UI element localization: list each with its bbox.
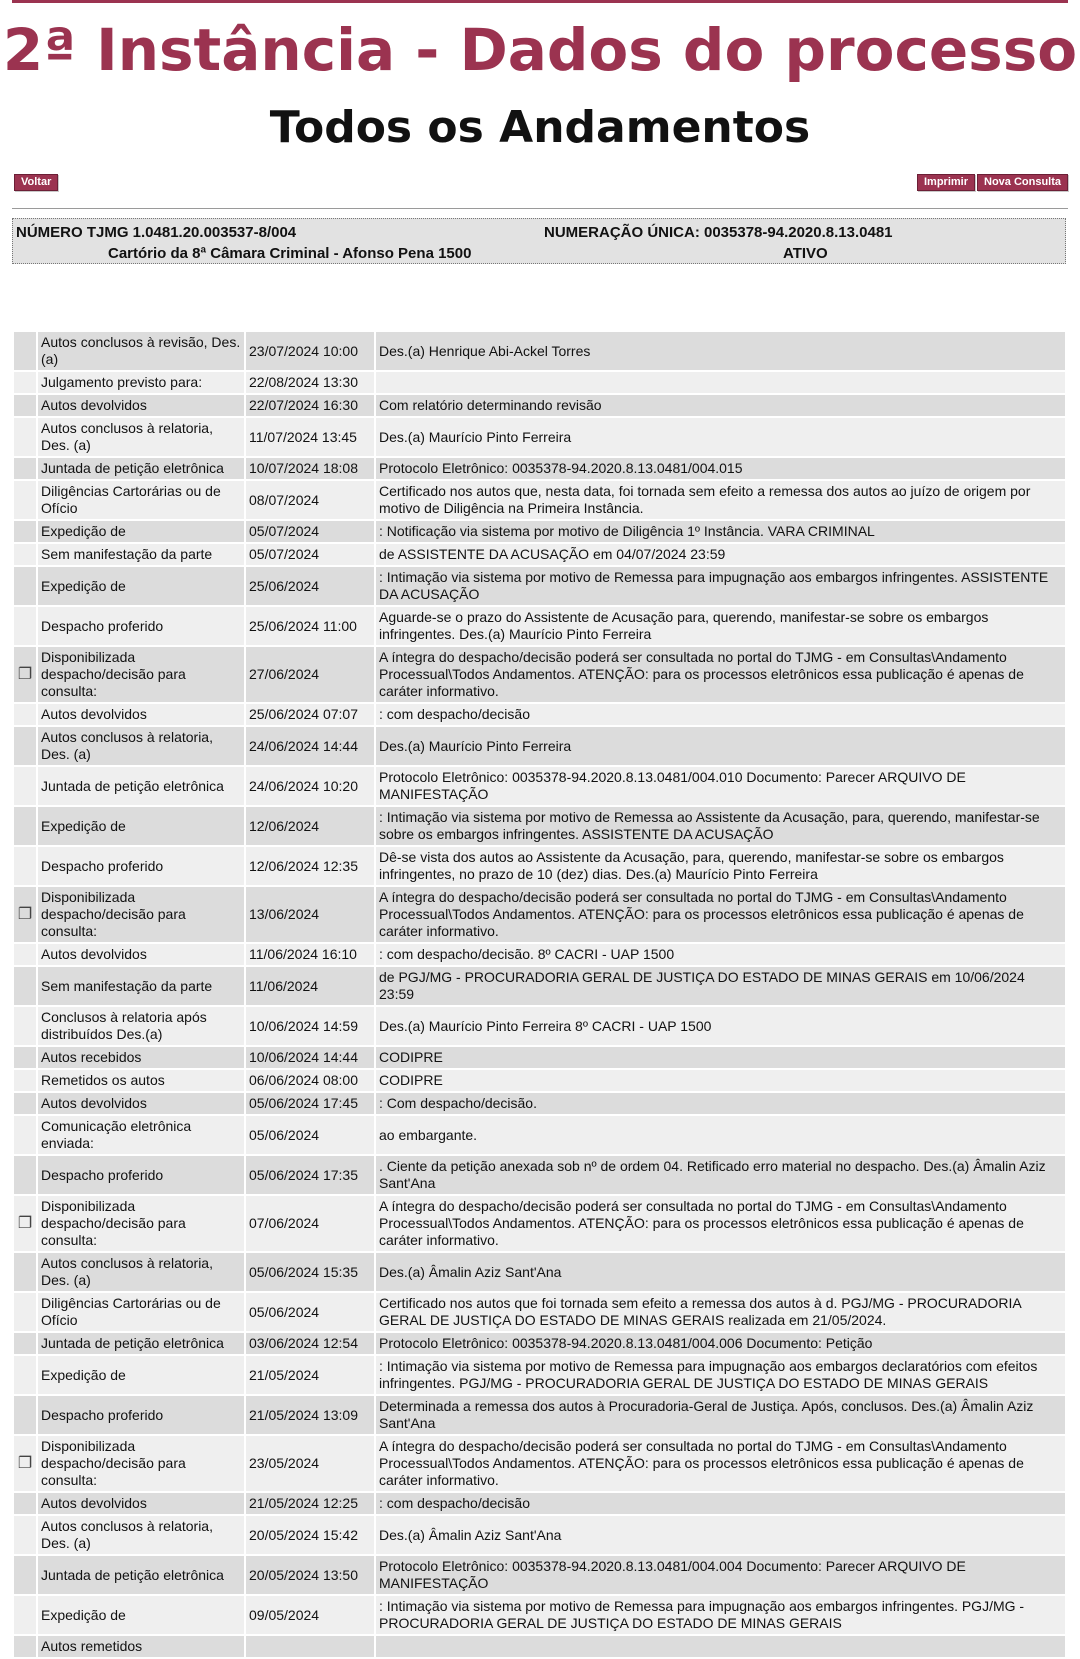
table-row (14, 1093, 1065, 1114)
movement-detail: Aguarde-se o prazo do Assistente de Acusação para, querendo, manifestar-se sobre os embargos infringentes. Des.(a) Maurício Pinto Ferreira (376, 607, 1065, 645)
document-copy-icon[interactable]: ❐ (17, 906, 33, 923)
movement-description: Sem manifestação da parte (38, 967, 244, 1005)
movement-detail: de ASSISTENTE DA ACUSAÇÃO em 04/07/2024 23:59 (376, 544, 1065, 565)
movement-date: 10/06/2024 14:44 (246, 1047, 374, 1068)
table-row (14, 1333, 1065, 1354)
movement-date: 07/06/2024 (246, 1196, 374, 1251)
movement-description: Despacho proferido (38, 607, 244, 645)
movement-detail: : Intimação via sistema por motivo de Remessa para impugnação aos embargos infringentes. PGJ/MG - PROCURADORIA GERAL DE JUSTIÇA DO ESTADO DE MINAS GERAIS (376, 1596, 1065, 1634)
movement-description: Juntada de petição eletrônica (38, 1556, 244, 1594)
row-icon-cell (14, 521, 36, 542)
movement-date: 21/05/2024 13:09 (246, 1396, 374, 1434)
movement-date: 06/06/2024 08:00 (246, 1070, 374, 1091)
row-icon-cell (14, 1253, 36, 1291)
row-icon-cell (14, 944, 36, 965)
row-icon-cell (14, 1356, 36, 1394)
table-row (14, 887, 1065, 942)
movement-description: Autos recebidos (38, 1047, 244, 1068)
movement-detail: : Notificação via sistema por motivo de Diligência 1º Instância. VARA CRIMINAL (376, 521, 1065, 542)
table-row (14, 1116, 1065, 1154)
row-icon-cell (14, 1436, 36, 1491)
movement-detail: Des.(a) Âmalin Aziz Sant'Ana (376, 1253, 1065, 1291)
movement-detail: : com despacho/decisão. 8º CACRI - UAP 1500 (376, 944, 1065, 965)
movement-date: 05/06/2024 15:35 (246, 1253, 374, 1291)
movement-date: 11/06/2024 (246, 967, 374, 1005)
movement-detail: Des.(a) Henrique Abi-Ackel Torres (376, 332, 1065, 370)
table-row (14, 1156, 1065, 1194)
movement-description: Juntada de petição eletrônica (38, 458, 244, 479)
movement-date: 09/05/2024 (246, 1596, 374, 1634)
row-icon-cell (14, 1093, 36, 1114)
table-row (14, 481, 1065, 519)
movement-detail: Protocolo Eletrônico: 0035378-94.2020.8.13.0481/004.015 (376, 458, 1065, 479)
movement-date: 08/07/2024 (246, 481, 374, 519)
row-icon-cell (14, 1596, 36, 1634)
movement-description: Autos devolvidos (38, 704, 244, 725)
movement-description: Autos remetidos (38, 1636, 244, 1657)
movement-detail: : Intimação via sistema por motivo de Remessa para impugnação aos embargos infringentes. ASSISTENTE DA ACUSAÇÃO (376, 567, 1065, 605)
movement-detail: Des.(a) Maurício Pinto Ferreira (376, 727, 1065, 765)
movement-description: Disponibilizada despacho/decisão para consulta: (38, 1436, 244, 1491)
movement-description: Expedição de (38, 567, 244, 605)
movement-date: 10/07/2024 18:08 (246, 458, 374, 479)
movement-description: Autos devolvidos (38, 395, 244, 416)
row-icon-cell (14, 1516, 36, 1554)
table-row (14, 647, 1065, 702)
process-info-box (12, 218, 1066, 264)
movement-detail: Des.(a) Maurício Pinto Ferreira 8º CACRI - UAP 1500 (376, 1007, 1065, 1045)
row-icon-cell (14, 1333, 36, 1354)
table-row (14, 967, 1065, 1005)
header-divider (12, 208, 1068, 209)
movement-detail (376, 1636, 1065, 1657)
movement-detail: de PGJ/MG - PROCURADORIA GERAL DE JUSTIÇA DO ESTADO DE MINAS GERAIS em 10/06/2024 23:59 (376, 967, 1065, 1005)
movement-detail: Protocolo Eletrônico: 0035378-94.2020.8.13.0481/004.010 Documento: Parecer ARQUIVO DE MANIFESTAÇÃO (376, 767, 1065, 805)
movement-detail: : Com despacho/decisão. (376, 1093, 1065, 1114)
table-row (14, 704, 1065, 725)
row-icon-cell (14, 418, 36, 456)
movement-description: Autos conclusos à relatoria, Des. (a) (38, 1253, 244, 1291)
numero-tjmg: NÚMERO TJMG 1.0481.20.003537-8/004 (16, 224, 297, 241)
row-icon-cell (14, 1007, 36, 1045)
movement-description: Despacho proferido (38, 847, 244, 885)
table-row (14, 1047, 1065, 1068)
movement-date: 22/08/2024 13:30 (246, 372, 374, 393)
movement-description: Diligências Cartorárias ou de Ofício (38, 481, 244, 519)
row-icon-cell (14, 647, 36, 702)
movement-detail: ao embargante. (376, 1116, 1065, 1154)
page-subtitle: Todos os Andamentos (269, 102, 811, 153)
movement-detail: : com despacho/decisão (376, 1493, 1065, 1514)
movement-detail: CODIPRE (376, 1047, 1065, 1068)
table-row (14, 567, 1065, 605)
movement-detail: . Ciente da petição anexada sob nº de ordem 04. Retificado erro material no despacho. Des.(a) Âmalin Aziz Sant'Ana (376, 1156, 1065, 1194)
movement-date: 05/06/2024 17:45 (246, 1093, 374, 1114)
movement-description: Julgamento previsto para: (38, 372, 244, 393)
movement-date: 27/06/2024 (246, 647, 374, 702)
table-row (14, 418, 1065, 456)
table-row (14, 1636, 1065, 1657)
table-row (14, 1516, 1065, 1554)
row-icon-cell (14, 544, 36, 565)
table-row (14, 395, 1065, 416)
movement-description: Disponibilizada despacho/decisão para consulta: (38, 647, 244, 702)
movement-description: Despacho proferido (38, 1396, 244, 1434)
row-icon-cell (14, 332, 36, 370)
movement-date (246, 1636, 374, 1657)
movement-description: Expedição de (38, 1596, 244, 1634)
row-icon-cell (14, 727, 36, 765)
movement-description: Disponibilizada despacho/decisão para consulta: (38, 1196, 244, 1251)
movement-detail: Certificado nos autos que, nesta data, foi tornada sem efeito a remessa dos autos ao juízo de origem por motivo de Diligência na Primeira Instância. (376, 481, 1065, 519)
row-icon-cell (14, 372, 36, 393)
movement-detail: A íntegra do despacho/decisão poderá ser consultada no portal do TJMG - em Consultas\Andamento Processual\Todos Andamentos. ATENÇÃO: para os processos eletrônicos essa publicação é apenas de caráter informativo. (376, 1436, 1065, 1491)
movement-date: 05/06/2024 (246, 1293, 374, 1331)
movement-detail: Certificado nos autos que foi tornada sem efeito a remessa dos autos à d. PGJ/MG - PROCURADORIA GERAL DE JUSTIÇA DO ESTADO DE MINAS GERAIS realizada em 21/05/2024. (376, 1293, 1065, 1331)
movement-detail: Des.(a) Maurício Pinto Ferreira (376, 418, 1065, 456)
movement-description: Juntada de petição eletrônica (38, 1333, 244, 1354)
movement-date: 25/06/2024 07:07 (246, 704, 374, 725)
movement-detail: Determinada a remessa dos autos à Procuradoria-Geral de Justiça. Após, conclusos. Des.(a) Âmalin Aziz Sant'Ana (376, 1396, 1065, 1434)
table-row (14, 372, 1065, 393)
table-row (14, 521, 1065, 542)
document-copy-icon[interactable]: ❐ (17, 1215, 33, 1232)
row-icon-cell (14, 1047, 36, 1068)
movement-detail: Protocolo Eletrônico: 0035378-94.2020.8.13.0481/004.006 Documento: Petição (376, 1333, 1065, 1354)
row-icon-cell (14, 458, 36, 479)
movement-detail: Protocolo Eletrônico: 0035378-94.2020.8.13.0481/004.004 Documento: Parecer ARQUIVO DE MANIFESTAÇÃO (376, 1556, 1065, 1594)
movement-date: 05/06/2024 (246, 1116, 374, 1154)
row-icon-cell (14, 1070, 36, 1091)
movement-description: Expedição de (38, 807, 244, 845)
row-icon-cell (14, 481, 36, 519)
nova-consulta-button[interactable]: Nova Consulta (977, 174, 1068, 191)
movement-detail: Com relatório determinando revisão (376, 395, 1065, 416)
movement-description: Disponibilizada despacho/decisão para consulta: (38, 887, 244, 942)
table-row (14, 1493, 1065, 1514)
table-row (14, 1396, 1065, 1434)
movement-date: 12/06/2024 (246, 807, 374, 845)
movement-detail: : Intimação via sistema por motivo de Remessa para impugnação aos embargos declaratórios com efeitos infringentes. PGJ/MG - PROCURADORIA GERAL DE JUSTIÇA DO ESTADO DE MINAS GERAIS (376, 1356, 1065, 1394)
row-icon-cell (14, 567, 36, 605)
movement-date: 11/07/2024 13:45 (246, 418, 374, 456)
row-icon-cell (14, 1196, 36, 1251)
movement-date: 23/05/2024 (246, 1436, 374, 1491)
movement-description: Despacho proferido (38, 1156, 244, 1194)
movement-description: Autos conclusos à relatoria, Des. (a) (38, 418, 244, 456)
movement-detail: : Intimação via sistema por motivo de Remessa ao Assistente da Acusação, para, querendo, manifestar-se sobre os embargos infringentes. ASSISTENTE DA ACUSAÇÃO (376, 807, 1065, 845)
table-row (14, 1436, 1065, 1491)
table-row (14, 727, 1065, 765)
table-row (14, 1356, 1065, 1394)
row-icon-cell (14, 967, 36, 1005)
row-icon-cell (14, 1493, 36, 1514)
numeracao-unica: NUMERAÇÃO ÚNICA: 0035378-94.2020.8.13.0481 (544, 224, 893, 241)
row-icon-cell (14, 1116, 36, 1154)
page-title: 2ª Instância - Dados do processo (2, 16, 1078, 84)
movement-description: Autos devolvidos (38, 1493, 244, 1514)
movement-detail: A íntegra do despacho/decisão poderá ser consultada no portal do TJMG - em Consultas\Andamento Processual\Todos Andamentos. ATENÇÃO: para os processos eletrônicos essa publicação é apenas de caráter informativo. (376, 887, 1065, 942)
movement-detail (376, 372, 1065, 393)
movement-description: Autos conclusos à revisão, Des.(a) (38, 332, 244, 370)
table-row (14, 544, 1065, 565)
table-row (14, 607, 1065, 645)
movement-date: 05/06/2024 17:35 (246, 1156, 374, 1194)
movement-description: Autos devolvidos (38, 1093, 244, 1114)
table-row (14, 944, 1065, 965)
movement-date: 24/06/2024 10:20 (246, 767, 374, 805)
table-row (14, 847, 1065, 885)
row-icon-cell (14, 395, 36, 416)
movements-table (12, 330, 1067, 1659)
movement-description: Sem manifestação da parte (38, 544, 244, 565)
cartorio: Cartório da 8ª Câmara Criminal - Afonso Pena 1500 (108, 245, 472, 262)
row-icon-cell (14, 1636, 36, 1657)
row-icon-cell (14, 607, 36, 645)
movement-description: Conclusos à relatoria após distribuídos Des.(a) (38, 1007, 244, 1045)
movement-date: 13/06/2024 (246, 887, 374, 942)
movement-date: 22/07/2024 16:30 (246, 395, 374, 416)
movement-description: Expedição de (38, 521, 244, 542)
movement-description: Remetidos os autos (38, 1070, 244, 1091)
row-icon-cell (14, 704, 36, 725)
table-row (14, 332, 1065, 370)
movement-detail: A íntegra do despacho/decisão poderá ser consultada no portal do TJMG - em Consultas\Andamento Processual\Todos Andamentos. ATENÇÃO: para os processos eletrônicos essa publicação é apenas de caráter informativo. (376, 1196, 1065, 1251)
top-accent-line (12, 0, 1068, 3)
table-row (14, 1556, 1065, 1594)
row-icon-cell (14, 1293, 36, 1331)
table-row (14, 767, 1065, 805)
table-row (14, 807, 1065, 845)
movement-date: 05/07/2024 (246, 544, 374, 565)
movement-date: 21/05/2024 12:25 (246, 1493, 374, 1514)
movement-date: 05/07/2024 (246, 521, 374, 542)
document-copy-icon[interactable]: ❐ (17, 1455, 33, 1472)
row-icon-cell (14, 887, 36, 942)
movement-date: 10/06/2024 14:59 (246, 1007, 374, 1045)
process-status: ATIVO (783, 245, 828, 262)
movement-description: Expedição de (38, 1356, 244, 1394)
movement-detail: Dê-se vista dos autos ao Assistente da Acusação, para, querendo, manifestar-se sobre os embargos infringentes, no prazo de 10 (dez) dias. Des.(a) Maurício Pinto Ferreira (376, 847, 1065, 885)
row-icon-cell (14, 847, 36, 885)
movement-description: Comunicação eletrônica enviada: (38, 1116, 244, 1154)
movement-date: 20/05/2024 13:50 (246, 1556, 374, 1594)
movement-detail: : com despacho/decisão (376, 704, 1065, 725)
row-icon-cell (14, 1156, 36, 1194)
table-row (14, 1007, 1065, 1045)
row-icon-cell (14, 1556, 36, 1594)
movement-date: 12/06/2024 12:35 (246, 847, 374, 885)
movement-date: 20/05/2024 15:42 (246, 1516, 374, 1554)
row-icon-cell (14, 1396, 36, 1434)
movement-description: Diligências Cartorárias ou de Ofício (38, 1293, 244, 1331)
movement-date: 25/06/2024 11:00 (246, 607, 374, 645)
table-row (14, 1196, 1065, 1251)
table-row (14, 1293, 1065, 1331)
table-row (14, 458, 1065, 479)
voltar-button[interactable]: Voltar (14, 174, 58, 191)
movement-detail: A íntegra do despacho/decisão poderá ser consultada no portal do TJMG - em Consultas\Andamento Processual\Todos Andamentos. ATENÇÃO: para os processos eletrônicos essa publicação é apenas de caráter informativo. (376, 647, 1065, 702)
row-icon-cell (14, 807, 36, 845)
table-row (14, 1253, 1065, 1291)
movement-date: 25/06/2024 (246, 567, 374, 605)
movement-description: Autos conclusos à relatoria, Des. (a) (38, 1516, 244, 1554)
document-copy-icon[interactable]: ❐ (17, 666, 33, 683)
movement-date: 11/06/2024 16:10 (246, 944, 374, 965)
movement-description: Juntada de petição eletrônica (38, 767, 244, 805)
movement-description: Autos devolvidos (38, 944, 244, 965)
movement-date: 23/07/2024 10:00 (246, 332, 374, 370)
movement-detail: Des.(a) Âmalin Aziz Sant'Ana (376, 1516, 1065, 1554)
row-icon-cell (14, 767, 36, 805)
movement-date: 03/06/2024 12:54 (246, 1333, 374, 1354)
movement-date: 24/06/2024 14:44 (246, 727, 374, 765)
movement-description: Autos conclusos à relatoria, Des. (a) (38, 727, 244, 765)
movement-detail: CODIPRE (376, 1070, 1065, 1091)
imprimir-button[interactable]: Imprimir (917, 174, 975, 191)
table-row (14, 1070, 1065, 1091)
table-row (14, 1596, 1065, 1634)
movement-date: 21/05/2024 (246, 1356, 374, 1394)
